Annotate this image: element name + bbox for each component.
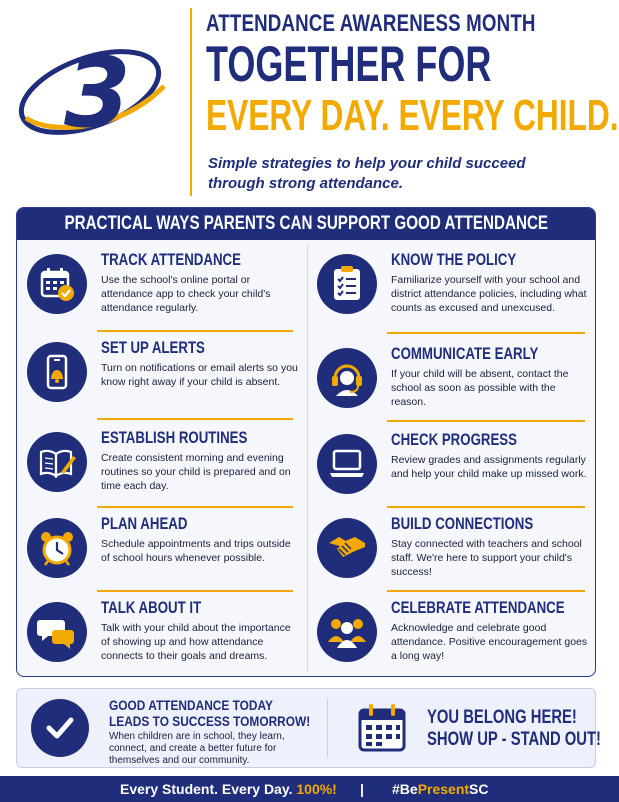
tip-check-progress	[317, 430, 596, 494]
separator	[97, 330, 293, 332]
separator	[97, 506, 293, 508]
checklist-icon	[317, 254, 377, 314]
banner-slogan-1: YOU BELONG HERE!	[427, 707, 577, 728]
tip-title: TRACK ATTENDANCE	[101, 250, 241, 269]
panel-title: PRACTICAL WAYS PARENTS CAN SUPPORT GOOD ATTENDANCE	[17, 208, 595, 240]
banner-headline-line-2: LEADS TO SUCCESS TOMORROW!	[109, 713, 311, 729]
banner-description: When children are in school, they learn, connect, and create a better future for themselves and our community.	[109, 731, 285, 766]
tip-title: ESTABLISH ROUTINES	[101, 428, 248, 447]
tip-title: COMMUNICATE EARLY	[391, 344, 539, 363]
tip-communicate-early	[317, 344, 596, 409]
tip-title: CHECK PROGRESS	[391, 430, 517, 449]
checkmark-icon	[31, 699, 89, 757]
tip-title: PLAN AHEAD	[101, 514, 188, 533]
headset-icon	[317, 348, 377, 408]
tip-title: SET UP ALERTS	[101, 338, 205, 357]
separator	[387, 332, 585, 334]
tip-desc: Review grades and assignments regularly and help your child make up missed work.	[391, 454, 587, 480]
footer-hashtag	[392, 781, 489, 797]
footer-bar	[0, 776, 619, 802]
footer-tagline	[120, 781, 337, 797]
speech-bubbles-icon	[27, 602, 87, 662]
handshake-icon	[317, 518, 377, 578]
tip-desc: Familiarize yourself with your school and district attendance policies, including what counts as excused and unexcused.	[391, 274, 587, 314]
banner-headline	[109, 697, 310, 729]
separator	[97, 418, 293, 420]
tip-desc: Create consistent morning and evening routines so your child is prepared and on time each day.	[101, 452, 291, 492]
tip-establish-routines	[27, 428, 307, 493]
calendar-check-icon	[27, 254, 87, 314]
alarm-clock-icon	[27, 518, 87, 578]
tip-desc: Schedule appointments and trips outside of school hours whenever possible.	[101, 538, 291, 564]
header-subtitle: Simple strategies to help your child succeed through strong attendance.	[208, 155, 526, 192]
book-pencil-icon	[27, 432, 87, 492]
tip-title: BUILD CONNECTIONS	[391, 514, 534, 533]
phone-bell-icon	[27, 342, 87, 402]
tip-track-attendance	[27, 250, 307, 315]
tip-title: KNOW THE POLICY	[391, 250, 517, 269]
tip-know-the-policy	[317, 250, 596, 315]
hashtag-part-2: Present	[417, 781, 470, 797]
hashtag-part-1: #Be	[392, 781, 418, 797]
column-divider	[307, 244, 308, 672]
tip-title: TALK ABOUT IT	[101, 598, 202, 617]
logo-numeral: 3	[64, 40, 131, 140]
header-divider	[190, 8, 192, 196]
tip-desc: Talk with your child about the importance of showing up and how attendance connects to their goals and dreams.	[101, 622, 291, 662]
separator	[387, 420, 585, 422]
tip-celebrate-attendance	[317, 598, 596, 663]
separator	[387, 590, 585, 592]
header-line-1: ATTENDANCE AWARENESS MONTH	[206, 10, 536, 37]
header-line-2: TOGETHER FOR	[206, 36, 492, 92]
district-logo	[12, 40, 172, 140]
tip-plan-ahead	[27, 514, 307, 578]
banner-divider	[327, 699, 328, 757]
laptop-icon	[317, 434, 377, 494]
tip-desc: Turn on notifications or email alerts so you know right away if your child is absent.	[101, 362, 298, 388]
tip-talk-about-it	[27, 598, 307, 663]
tips-panel	[16, 207, 596, 677]
separator	[387, 506, 585, 508]
tip-title: CELEBRATE ATTENDANCE	[391, 598, 565, 617]
banner-slogan-2: SHOW UP - STAND OUT!	[427, 729, 602, 750]
footer-tagline-text: Every Student. Every Day.	[120, 781, 297, 797]
people-group-icon	[317, 602, 377, 662]
banner-headline-line-1: GOOD ATTENDANCE TODAY	[109, 697, 273, 713]
footer-tagline-highlight: 100%!	[296, 781, 337, 797]
tip-desc: Use the school's online portal or attendance app to check your child's attendance regularly.	[101, 274, 271, 314]
tip-build-connections	[317, 514, 596, 579]
tip-set-up-alerts	[27, 338, 307, 402]
tip-desc: If your child will be absent, contact the school as soon as possible with the reason.	[391, 368, 569, 408]
hashtag-part-3: SC	[469, 781, 489, 797]
tip-desc: Acknowledge and celebrate good attendance. Positive encouragement goes a long way!	[391, 622, 588, 662]
header-line-3: EVERY DAY. EVERY CHILD.	[206, 91, 619, 140]
separator	[97, 590, 293, 592]
tip-desc: Stay connected with teachers and school staff. We're here to support your child's success!	[391, 538, 582, 578]
success-banner	[16, 688, 602, 768]
footer-separator: |	[360, 781, 364, 797]
calendar-icon	[355, 701, 409, 755]
